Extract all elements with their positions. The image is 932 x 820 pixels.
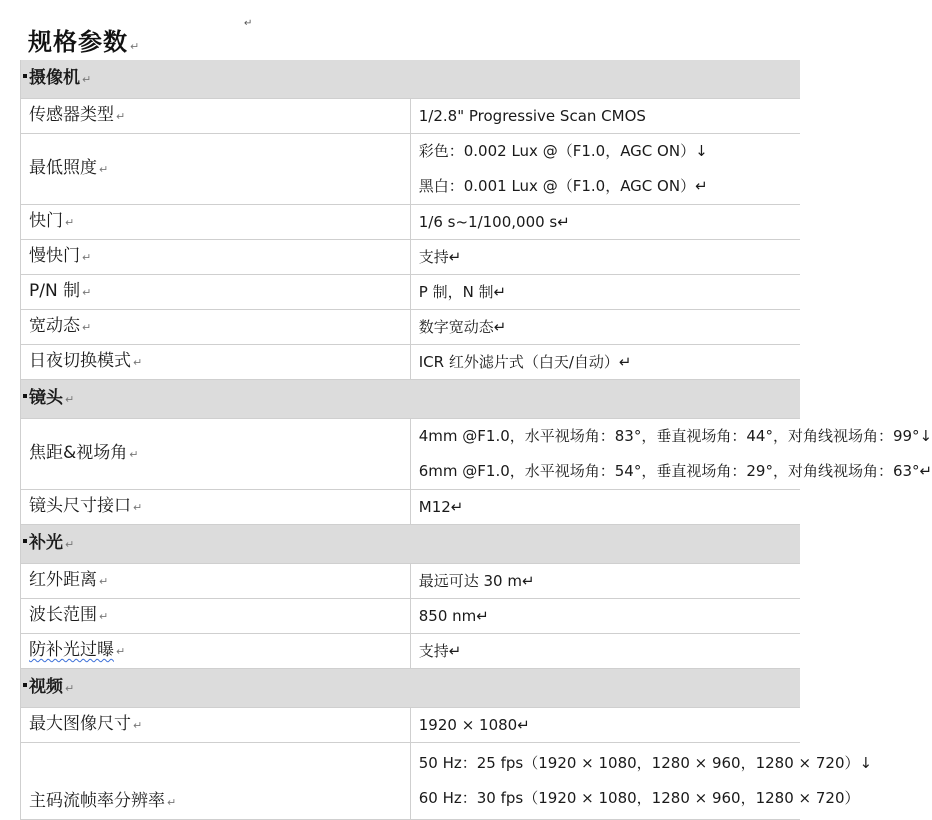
value-line: 6mm @F1.0，水平视场角：54°，垂直视场角：29°，对角线视场角：63°↵: [418, 462, 932, 480]
table-row: [21, 490, 801, 525]
value-line: 彩色：0.002 Lux @（F1.0，AGC ON）↓: [418, 142, 708, 160]
row-label: [21, 240, 411, 275]
row-label: [21, 743, 411, 820]
top-paragraph-mark: ↵: [244, 18, 253, 29]
paragraph-mark: ↵: [130, 40, 141, 53]
row-label-text: 最低照度: [29, 158, 97, 178]
value-line: 60 Hz：30 fps（1920 × 1080，1280 × 960，1280 × 720）: [418, 789, 860, 807]
section-header-lens: [21, 380, 801, 419]
section-cell: [21, 525, 801, 564]
document-title-text: 规格参数: [28, 28, 128, 56]
row-label-text: 红外距离: [29, 570, 97, 590]
row-value: [410, 419, 932, 490]
row-value: [410, 743, 873, 820]
row-value: 1920 × 1080↵: [410, 708, 800, 743]
table-row: [21, 743, 801, 820]
row-label: [21, 419, 411, 490]
paragraph-mark: ↵: [65, 393, 75, 406]
row-label: [21, 310, 411, 345]
paragraph-mark: ↵: [129, 448, 139, 461]
section-header-camera: [21, 60, 801, 99]
document-title: [28, 22, 140, 57]
paragraph-mark: ↵: [99, 163, 109, 176]
section-cell: [21, 669, 801, 708]
row-label-text: 主码流帧率分辨率: [29, 791, 165, 811]
bullet-icon: [23, 394, 27, 398]
table-row: [21, 564, 801, 599]
row-label: [21, 599, 411, 634]
row-label: [21, 564, 411, 599]
paragraph-mark: ↵: [133, 719, 143, 732]
paragraph-mark: ↵: [116, 645, 126, 658]
row-value: P 制，N 制↵: [410, 275, 800, 310]
section-header-video: [21, 669, 801, 708]
row-label-text: 宽动态: [29, 316, 80, 336]
row-label-text: P/N 制: [29, 281, 81, 301]
row-label: [21, 345, 411, 380]
paragraph-mark: ↵: [133, 356, 143, 369]
value-line: 黑白：0.001 Lux @（F1.0，AGC ON）↵: [418, 177, 708, 195]
row-label-text: 焦距&视场角: [29, 443, 128, 463]
row-label: [21, 205, 411, 240]
paragraph-mark: ↵: [116, 110, 126, 123]
row-label-text-spellcheck: 防补光过曝: [29, 640, 114, 660]
section-title: 视频: [29, 677, 63, 697]
table-row: [21, 419, 801, 490]
row-label: [21, 708, 411, 743]
table-row: [21, 99, 801, 134]
row-value: 支持↵: [410, 240, 800, 275]
section-title: 补光: [29, 533, 63, 553]
row-value: [410, 134, 800, 205]
row-label-text: 波长范围: [29, 605, 97, 625]
table-row: [21, 134, 801, 205]
table-row: [21, 599, 801, 634]
row-label: [21, 99, 411, 134]
row-value: 850 nm↵: [410, 599, 800, 634]
paragraph-mark: ↵: [99, 575, 109, 588]
row-label-text: 慢快门: [29, 246, 80, 266]
row-label-text: 传感器类型: [29, 105, 114, 125]
paragraph-mark: ↵: [99, 610, 109, 623]
row-label-text: 最大图像尺寸: [29, 714, 131, 734]
table-row: [21, 634, 801, 669]
row-value: 数字宽动态↵: [410, 310, 800, 345]
table-row: [21, 345, 801, 380]
section-cell: [21, 380, 801, 419]
spec-table: [20, 60, 932, 820]
paragraph-mark: ↵: [65, 538, 75, 551]
row-value: 1/6 s~1/100,000 s↵: [410, 205, 800, 240]
row-value: 支持↵: [410, 634, 800, 669]
row-value: ICR 红外滤片式（白天/自动）↵: [410, 345, 800, 380]
row-value: 最远可达 30 m↵: [410, 564, 800, 599]
table-row: [21, 708, 801, 743]
row-value: M12↵: [410, 490, 800, 525]
table-row: [21, 205, 801, 240]
row-label-text: 快门: [29, 211, 63, 231]
row-label-text: 镜头尺寸接口: [29, 496, 131, 516]
section-header-fill-light: [21, 525, 801, 564]
row-label: [21, 275, 411, 310]
table-row: [21, 310, 801, 345]
paragraph-mark: ↵: [167, 796, 177, 809]
table-row: [21, 275, 801, 310]
bullet-icon: [23, 683, 27, 687]
paragraph-mark: ↵: [82, 73, 92, 86]
value-line: 4mm @F1.0，水平视场角：83°，垂直视场角：44°，对角线视场角：99°↓: [418, 427, 932, 445]
paragraph-mark: ↵: [82, 251, 92, 264]
row-label: [21, 490, 411, 525]
row-label: [21, 134, 411, 205]
paragraph-mark: ↵: [65, 682, 75, 695]
paragraph-mark: ↵: [133, 501, 143, 514]
bullet-icon: [23, 539, 27, 543]
paragraph-mark: ↵: [82, 321, 92, 334]
paragraph-mark: ↵: [65, 216, 75, 229]
section-title: 镜头: [29, 388, 63, 408]
section-cell: [21, 60, 801, 99]
section-title: 摄像机: [29, 68, 80, 88]
row-value: 1/2.8" Progressive Scan CMOS: [410, 99, 800, 134]
row-label-text: 日夜切换模式: [29, 351, 131, 371]
paragraph-mark: ↵: [82, 286, 92, 299]
value-line: 50 Hz：25 fps（1920 × 1080，1280 × 960，1280 × 720）↓: [418, 754, 873, 772]
table-row: [21, 240, 801, 275]
bullet-icon: [23, 74, 27, 78]
row-label: [21, 634, 411, 669]
